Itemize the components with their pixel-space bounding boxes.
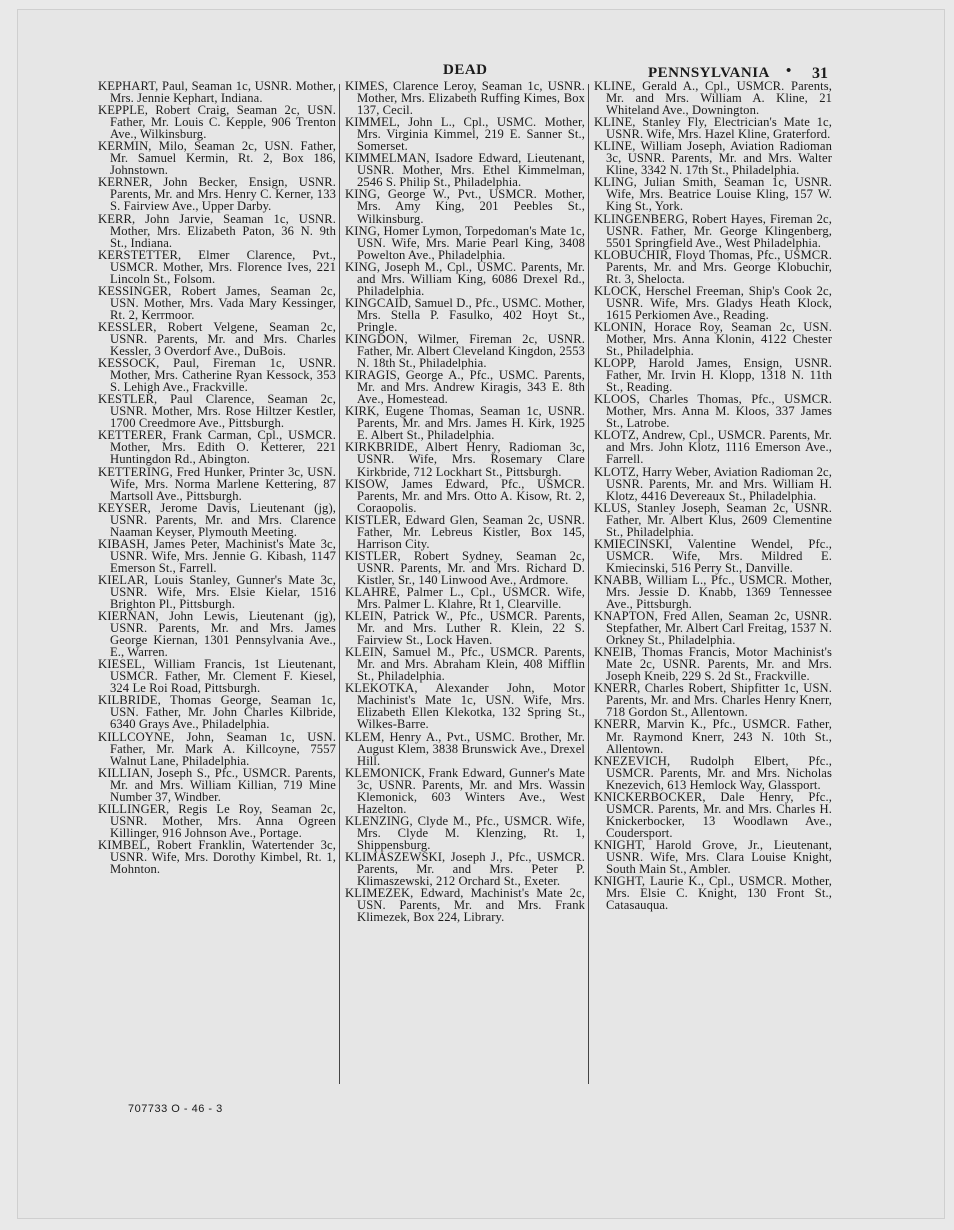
casualty-entry: KING, Joseph M., Cpl., USMC. Parents, Mr. and Mrs. William King, 6086 Drexel Rd., Philadelphia. (345, 259, 585, 298)
casualty-entry: KEPHART, Paul, Seaman 1c, USNR. Mother, Mrs. Jennie Kephart, Indiana. (98, 79, 336, 106)
casualty-entry: KNERR, Charles Robert, Shipfitter 1c, USN. Parents, Mr. and Mrs. Charles Henry Knerr, 718 Gordon St., Allentown. (594, 681, 832, 720)
casualty-entry: KLING, Julian Smith, Seaman 1c, USNR. Wife, Mrs. Beatrice Louise Kling, 157 W. King St., York. (594, 175, 832, 214)
casualty-entry: KILBRIDE, Thomas George, Seaman 1c, USN. Father, Mr. John Charles Kilbride, 6340 Grays Ave., Philadelphia. (98, 693, 336, 732)
page-number: 31 (812, 65, 828, 82)
casualty-entry: KLOOS, Charles Thomas, Pfc., USMCR. Mother, Mrs. Anna M. Kloos, 337 James St., Latrobe. (594, 392, 832, 431)
casualty-entry: KLINE, Stanley Fly, Electrician's Mate 1c, USNR. Wife, Mrs. Hazel Kline, Graterford. (594, 115, 832, 142)
casualty-entry: KLUS, Stanley Joseph, Seaman 2c, USNR. Father, Mr. Albert Klus, 2609 Clementine St., Philadelphia. (594, 500, 832, 539)
casualty-entry: KEPPLE, Robert Craig, Seaman 2c, USN. Father, Mr. Louis C. Kepple, 906 Trenton Ave., Wilkinsburg. (98, 103, 336, 142)
casualty-entry: KESTLER, Paul Clarence, Seaman 2c, USNR. Mother, Mrs. Rose Hiltzer Kestler, 1700 Creedmore Ave., Pittsburgh. (98, 392, 336, 431)
casualty-entry: KILLCOYNE, John, Seaman 1c, USN. Father, Mr. Mark A. Killcoyne, 7557 Walnut Lane, Philadelphia. (98, 729, 336, 768)
casualty-entry: KLINE, William Joseph, Aviation Radioman 3c, USNR. Parents, Mr. and Mrs. Walter Kline, 3342 N. 17th St., Philadelphia. (594, 139, 832, 178)
casualty-entry: KLENZING, Clyde M., Pfc., USMCR. Wife, Mrs. Clyde M. Klenzing, Rt. 1, Shippensburg. (345, 813, 585, 852)
casualty-entry: KLEIN, Samuel M., Pfc., USMCR. Parents, Mr. and Mrs. Abraham Klein, 408 Mifflin St., Philadelphia. (345, 645, 585, 684)
column-2 (345, 80, 585, 923)
header-state: PENNSYLVANIA (648, 65, 770, 81)
casualty-entry: KESSLER, Robert Velgene, Seaman 2c, USNR. Parents, Mr. and Mrs. Charles Kessler, 3 Overdorf Ave., DuBois. (98, 319, 336, 359)
casualty-entry: KLOTZ, Harry Weber, Aviation Radioman 2c, USNR. Parents, Mr. and Mrs. William H. Klotz, 4416 Devereaux St., Philadelphia. (594, 464, 832, 503)
print-code: 707733 O - 46 - 3 (128, 1103, 223, 1115)
casualty-entry: KIMBEL, Robert Franklin, Watertender 3c, USNR. Wife, Mrs. Dorothy Kimbel, Rt. 1, Mohnton. (98, 837, 336, 877)
casualty-entry: KIESEL, William Francis, 1st Lieutenant, USMCR. Father, Mr. Clement F. Kiesel, 324 Le Roi Road, Pittsburgh. (98, 657, 336, 696)
column-3 (594, 80, 832, 911)
casualty-entry: KLAHRE, Palmer L., Cpl., USMCR. Wife, Mrs. Palmer L. Klahre, Rt 1, Clearville. (345, 584, 585, 612)
casualty-entry: KLOTZ, Andrew, Cpl., USMCR. Parents, Mr. and Mrs. John Klotz, 1116 Emerson Ave., Farrell. (594, 428, 832, 467)
casualty-entry: KLEMONICK, Frank Edward, Gunner's Mate 3c, USNR. Parents, Mr. and Mrs. Wassin Klemonick, 603 Winters Ave., West Hazelton. (345, 765, 585, 816)
casualty-entry: KLEIN, Patrick W., Pfc., USMCR. Parents, Mr. and Mrs. Luther R. Klein, 22 S. Fairview St., Lock Haven. (345, 609, 585, 648)
casualty-entry: KING, George W., Pvt., USMCR. Mother, Mrs. Amy King, 201 Peebles St., Wilkinsburg. (345, 187, 585, 226)
casualty-entry: KILLINGER, Regis Le Roy, Seaman 2c, USNR. Mother, Mrs. Anna Ogreen Killinger, 916 Johnson Ave., Portage. (98, 801, 336, 840)
casualty-entry: KNEZEVICH, Rudolph Elbert, Pfc., USMCR. Parents, Mr. and Mrs. Nicholas Knezevich, 613 Hemlock Way, Glassport. (594, 753, 832, 792)
casualty-entry: KIMMELMAN, Isadore Edward, Lieutenant, USNR. Mother, Mrs. Ethel Kimmelman, 2546 S. Philip St., Philadelphia. (345, 151, 585, 190)
casualty-entry: KNERR, Marvin K., Pfc., USMCR. Father, Mr. Raymond Knerr, 243 N. 10th St., Allentown. (594, 717, 832, 756)
casualty-entry: KNAPTON, Fred Allen, Seaman 2c, USNR. Stepfather, Mr. Albert Carl Freitag, 1537 N. Orkney St., Philadelphia. (594, 609, 832, 648)
casualty-entry: KNABB, William L., Pfc., USMCR. Mother, Mrs. Jessie D. Knabb, 1369 Tennessee Ave., Pittsburgh. (594, 572, 832, 612)
casualty-entry: KINGCAID, Samuel D., Pfc., USMC. Mother, Mrs. Stella P. Fasulko, 402 Hoyt St., Pringle. (345, 295, 585, 334)
casualty-entry: KESSOCK, Paul, Fireman 1c, USNR. Mother, Mrs. Catherine Ryan Kessock, 353 S. Lehigh Ave., Frackville. (98, 356, 336, 395)
casualty-entry: KLONIN, Horace Roy, Seaman 2c, USN. Mother, Mrs. Anna Klonin, 4122 Chester St., Philadelphia. (594, 319, 832, 359)
casualty-entry: KIELAR, Louis Stanley, Gunner's Mate 3c, USNR. Wife, Mrs. Elsie Kielar, 1516 Brighton Pl., Pittsburgh. (98, 572, 336, 612)
casualty-entry: KING, Homer Lymon, Torpedoman's Mate 1c, USN. Wife, Mrs. Marie Pearl King, 3408 Powelton Ave., Philadelphia. (345, 223, 585, 262)
header-bullet: • (786, 63, 792, 79)
column-divider (339, 84, 340, 1084)
casualty-entry: KIMMEL, John L., Cpl., USMC. Mother, Mrs. Virginia Kimmel, 219 E. Sanner St., Somerset. (345, 115, 585, 154)
casualty-entry: KLOPP, Harold James, Ensign, USNR. Father, Mr. Irvin H. Klopp, 1318 N. 11th St., Reading. (594, 356, 832, 395)
casualty-entry: KIBASH, James Peter, Machinist's Mate 3c, USNR. Wife, Mrs. Jennie G. Kibash, 1147 Emerson St., Farrell. (98, 536, 336, 575)
casualty-entry: KISTLER, Robert Sydney, Seaman 2c, USNR. Parents, Mr. and Mrs. Richard D. Kistler, Sr., 140 Linwood Ave., Ardmore. (345, 548, 585, 587)
casualty-entry: KNIGHT, Laurie K., Cpl., USMCR. Mother, Mrs. Elsie C. Knight, 130 Front St., Catasauqua. (594, 874, 832, 913)
casualty-entry: KERR, John Jarvie, Seaman 1c, USNR. Mother, Mrs. Elizabeth Paton, 36 N. 9th St., Indiana. (98, 211, 336, 250)
casualty-entry: KLOCK, Herschel Freeman, Ship's Cook 2c, USNR. Wife, Mrs. Gladys Heath Klock, 1615 Perkiomen Ave., Reading. (594, 283, 832, 322)
casualty-entry: KISTLER, Edward Glen, Seaman 2c, USNR. Father, Mr. Lebreus Kistler, Box 145, Harrison City. (345, 512, 585, 551)
casualty-entry: KLIMEZEK, Edward, Machinist's Mate 2c, USN. Parents, Mr. and Mrs. Frank Klimezek, Box 224, Library. (345, 886, 585, 925)
casualty-entry: KLINE, Gerald A., Cpl., USMCR. Parents, Mr. and Mrs. William A. Kline, 21 Whiteland Ave., Downington. (594, 79, 832, 118)
casualty-entry: KESSINGER, Robert James, Seaman 2c, USN. Mother, Mrs. Vada Mary Kessinger, Rt. 2, Kerrmoor. (98, 283, 336, 322)
casualty-entry: KETTERER, Frank Carman, Cpl., USMCR. Mother, Mrs. Edith O. Ketterer, 221 Huntingdon Rd., Abington. (98, 428, 336, 467)
casualty-entry: KIRAGIS, George A., Pfc., USMC. Parents, Mr. and Mrs. Andrew Kiragis, 343 E. 8th Ave., Homestead. (345, 368, 585, 407)
casualty-entry: KILLIAN, Joseph S., Pfc., USMCR. Parents, Mr. and Mrs. William Killian, 719 Mine Number 37, Windber. (98, 765, 336, 804)
casualty-entry: KLEKOTKA, Alexander John, Motor Machinist's Mate 1c, USN. Wife, Mrs. Elizabeth Ellen Klekotka, 132 Spring St., Wilkes-Barre. (345, 681, 585, 732)
casualty-entry: KNIGHT, Harold Grove, Jr., Lieutenant, USNR. Wife, Mrs. Clara Louise Knight, South Main St., Ambler. (594, 837, 832, 877)
casualty-entry: KLEM, Henry A., Pvt., USMC. Brother, Mr. August Klem, 3838 Brunswick Ave., Drexel Hill. (345, 729, 585, 768)
casualty-entry: KLINGENBERG, Robert Hayes, Fireman 2c, USNR. Father, Mr. George Klingenberg, 5501 Springfield Ave., West Philadelphia. (594, 211, 832, 250)
casualty-entry: KETTERING, Fred Hunker, Printer 3c, USN. Wife, Mrs. Norma Marlene Kettering, 87 Martsoll Ave., Pittsburgh. (98, 464, 336, 503)
casualty-entry: KERNER, John Becker, Ensign, USNR. Parents, Mr. and Mrs. Henry C. Kerner, 133 S. Fairview Ave., Upper Darby. (98, 175, 336, 214)
casualty-entry: KISOW, James Edward, Pfc., USMCR. Parents, Mr. and Mrs. Otto A. Kisow, Rt. 2, Coraopolis. (345, 476, 585, 515)
casualty-entry: KIRK, Eugene Thomas, Seaman 1c, USNR. Parents, Mr. and Mrs. James H. Kirk, 1925 E. Albert St., Philadelphia. (345, 404, 585, 443)
casualty-entry: KEYSER, Jerome Davis, Lieutenant (jg), USNR. Parents, Mr. and Mrs. Clarence Naaman Keyser, Plymouth Meeting. (98, 500, 336, 539)
casualty-entry: KNEIB, Thomas Francis, Motor Machinist's Mate 2c, USNR. Parents, Mr. and Mrs. Joseph Kneib, 229 S. 2d St., Frackville. (594, 645, 832, 684)
casualty-entry: KLOBUCHIR, Floyd Thomas, Pfc., USMCR. Parents, Mr. and Mrs. George Klobuchir, Rt. 3, Shelocta. (594, 247, 832, 286)
casualty-entry: KNICKERBOCKER, Dale Henry, Pfc., USMCR. Parents, Mr. and Mrs. Charles H. Knickerbocker, 13 Woodlawn Ave., Coudersport. (594, 789, 832, 840)
casualty-entry: KIERNAN, John Lewis, Lieutenant (jg), USNR. Parents, Mr. and Mrs. James George Kiernan, 1301 Pennsylvania Ave., E., Warren. (98, 609, 336, 660)
column-1 (98, 80, 336, 875)
casualty-entry: KLIMASZEWSKI, Joseph J., Pfc., USMCR. Parents, Mr. and Mrs. Peter P. Klimaszewski, 212 Orchard St., Exeter. (345, 850, 585, 889)
casualty-entry: KIMES, Clarence Leroy, Seaman 1c, USNR. Mother, Mrs. Elizabeth Ruffing Kimes, Box 137, Cecil. (345, 79, 585, 118)
casualty-entry: KIRKBRIDE, Albert Henry, Radioman 3c, USNR. Wife, Mrs. Rosemary Clare Kirkbride, 712 Lockhart St., Pittsburgh. (345, 440, 585, 479)
header-status: DEAD (443, 62, 488, 78)
casualty-entry: KERMIN, Milo, Seaman 2c, USN. Father, Mr. Samuel Kermin, Rt. 2, Box 186, Johnstown. (98, 139, 336, 178)
casualty-entry: KINGDON, Wilmer, Fireman 2c, USNR. Father, Mr. Albert Cleveland Kingdon, 2553 N. 18th St., Philadelphia. (345, 331, 585, 371)
column-divider (588, 84, 589, 1084)
casualty-entry: KERSTETTER, Elmer Clarence, Pvt., USMCR. Mother, Mrs. Florence Ives, 221 Lincoln St., Folsom. (98, 247, 336, 286)
casualty-entry: KMIECINSKI, Valentine Wendel, Pfc., USMCR. Wife, Mrs. Mildred E. Kmiecinski, 516 Perry St., Danville. (594, 536, 832, 575)
